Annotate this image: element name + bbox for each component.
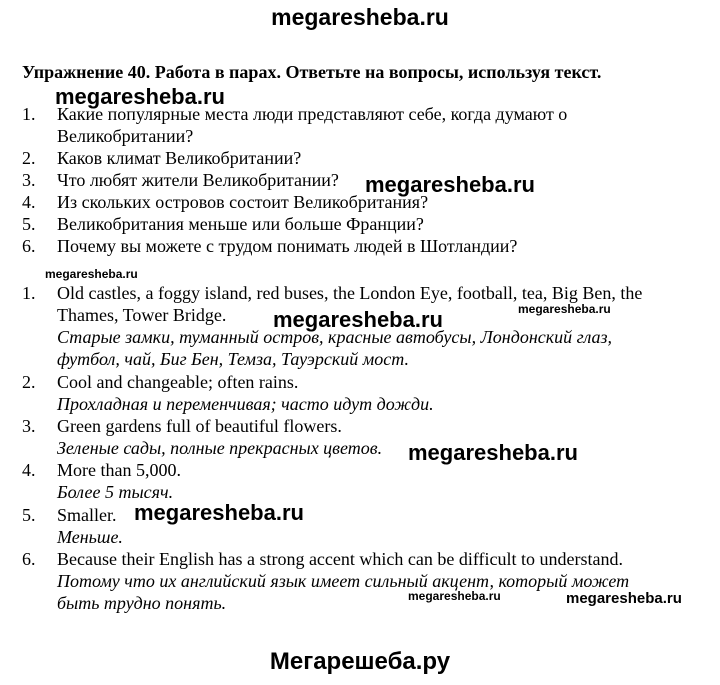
header-watermark: megaresheba.ru — [271, 4, 449, 30]
answer-english: More than 5,000. — [57, 460, 181, 480]
watermark: megaresheba.ru — [566, 590, 682, 607]
watermark: megaresheba.ru — [518, 302, 611, 316]
question-number: 3. — [22, 170, 36, 190]
question-text: Из скольких островов состоит Великобритания? — [57, 192, 429, 212]
answer-translation: Потому что их английский язык имеет сильный акцент, который может — [57, 571, 630, 591]
answer-translation: Зеленые сады, полные прекрасных цветов. — [57, 438, 383, 458]
watermark: megaresheba.ru — [273, 307, 443, 332]
question-text: Каков климат Великобритании? — [57, 148, 302, 168]
answer-translation: Меньше. — [57, 527, 123, 547]
answer-translation: Прохладная и переменчивая; часто идут дожди. — [57, 394, 434, 414]
answer-number: 2. — [22, 372, 36, 392]
question-text: Великобритании? — [57, 126, 194, 146]
watermark: megaresheba.ru — [45, 267, 138, 281]
answer-number: 1. — [22, 283, 36, 303]
answer-number: 6. — [22, 549, 36, 569]
question-text: Почему вы можете с трудом понимать людей в Шотландии? — [57, 236, 518, 256]
answer-number: 3. — [22, 416, 36, 436]
answer-english: Because their English has a strong accent which can be difficult to understand. — [57, 549, 623, 569]
question-number: 1. — [22, 104, 36, 124]
answer-english: Green gardens full of beautiful flowers. — [57, 416, 342, 436]
question-text: Что любят жители Великобритании? — [57, 170, 339, 190]
answer-number: 5. — [22, 505, 36, 525]
answer-english: Thames, Tower Bridge. — [57, 305, 227, 325]
watermark: megaresheba.ru — [365, 172, 535, 197]
answer-english: Smaller. — [57, 505, 117, 525]
answer-translation: футбол, чай, Биг Бен, Темза, Тауэрский мост. — [57, 349, 409, 369]
answer-english: Cool and changeable; often rains. — [57, 372, 299, 392]
question-text: Великобритания меньше или больше Франции? — [57, 214, 424, 234]
answer-english: Old castles, a foggy island, red buses, the London Eye, football, tea, Big Ben, the — [57, 283, 643, 303]
question-number: 6. — [22, 236, 36, 256]
question-number: 2. — [22, 148, 36, 168]
answer-translation: Старые замки, туманный остров, красные автобусы, Лондонский глаз, — [57, 327, 613, 347]
watermark: megaresheba.ru — [134, 500, 304, 525]
watermark: megaresheba.ru — [408, 440, 578, 465]
answer-number: 4. — [22, 460, 36, 480]
answer-translation: быть трудно понять. — [57, 593, 227, 613]
watermark: megaresheba.ru — [55, 84, 225, 109]
question-number: 5. — [22, 214, 36, 234]
watermark: megaresheba.ru — [408, 589, 501, 603]
exercise-title: Упражнение 40. Работа в парах. Ответьте на вопросы, используя текст. — [22, 62, 602, 82]
footer-watermark: Мегарешеба.ру — [269, 648, 451, 675]
answer-translation: Более 5 тысяч. — [57, 482, 174, 502]
question-text: Какие популярные места люди представляют себе, когда думают о — [57, 104, 568, 124]
question-number: 4. — [22, 192, 36, 212]
